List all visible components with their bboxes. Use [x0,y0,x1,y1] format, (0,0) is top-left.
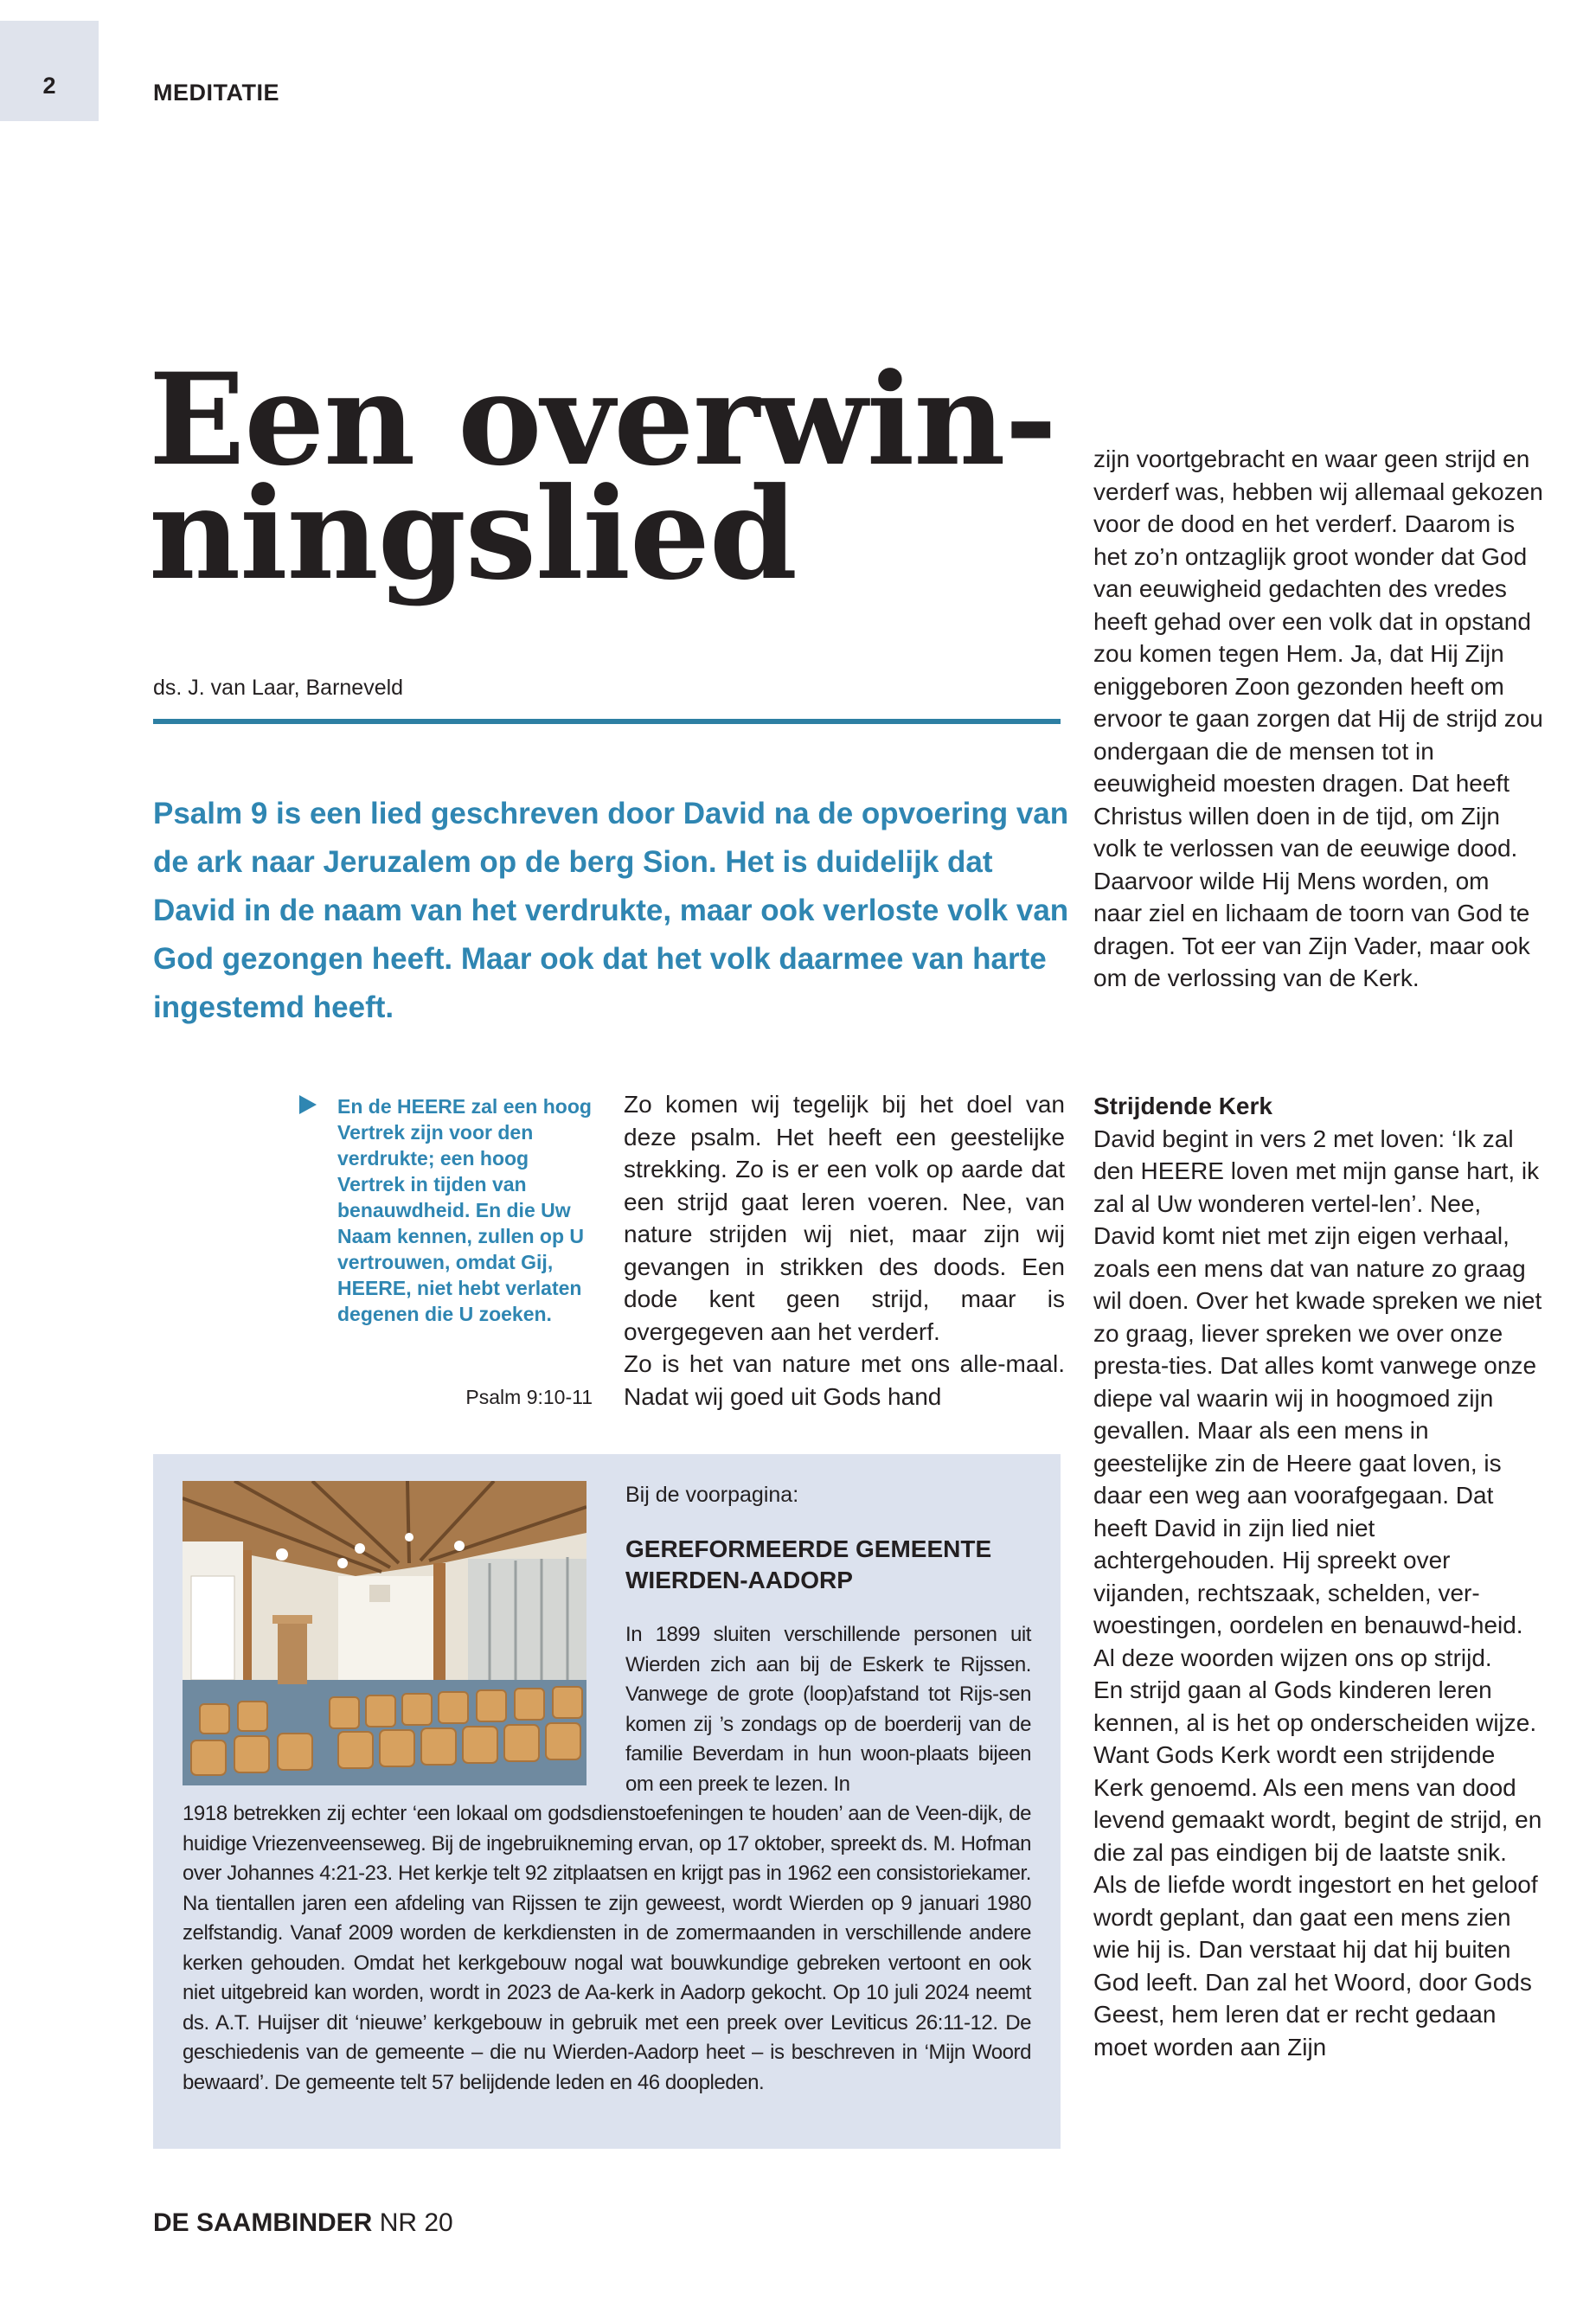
church-interior-photo [183,1481,586,1785]
body-paragraph: David begint in vers 2 met loven: ‘Ik zal den HEERE loven met mijn ganse hart, ik zal al Uw wonderen vertel-len’. Nee, David komt niet met zijn eigen verhaal, zoals een mens dat van nature zo graag wil doen. Over het kwade spreken we niet zo graag, liever spreken we over onze presta-ties. Dat alles komt vanwege onze diepe val waarin wij in hoogmoed zijn gevallen. Maar als een mens in geestelijke zin de Heere gaat loven, is daar een weg aan voorafgegaan. Dat heeft David in zijn lied niet achtergehouden. Hij spreekt over vijanden, rechtszaak, schelden, ver-woestingen, oordelen en benauwd-heid. Al deze woorden wijzen ons op strijd. [1093,1125,1542,1671]
title-divider [153,719,1061,724]
article-lead: Psalm 9 is een lied geschreven door David na de opvoering van de ark naar Jeruzalem op de berg Sion. Het is duidelijk dat David in de naam van het verdrukte, maar ook verloste volk van God gezongen heeft. Maar ook dat het volk daarmee van harte ingestemd heeft. [153,797,1069,1024]
body-column-right-bottom [1093,1090,1543,2063]
article-title-line-2: ningslied [149,460,797,608]
cover-box-text-bottom: 1918 betrekken zij echter ‘een lokaal om godsdienstoefeningen te houden’ aan de Veen-dijk, de huidige Vriezenveenseweg. Bij de ingebruikneming ervan, op 17 oktober, spreekt ds. M. Hofman over Johannes 4:21-23. Het kerkje telt 92 zitplaatsen en krijgt pas in 1962 een consistoriekamer. Na tientallen jaren een afdeling van Rijssen te zijn geweest, wordt Wierden op 9 januari 1980 zelfstandig. Vanaf 2009 worden de kerkdiensten in de zomermaanden in verschillende andere kerken gehouden. Omdat het kerkgebouw nogal wat bouwkundige gebreken vertoont en ook niet uitgebreid kan worden, wordt in 2023 de Aa-kerk in Aadorp gekocht. Op 10 juli 2024 neemt ds. A.T. Huijser dit ‘nieuwe’ kerkgebouw in gebruik met een preek over Leviticus 26:11-12. De geschiedenis van de gemeente – die nu Wierden-Aadorp heet – is beschreven in ‘Mijn Woord bewaard’. De gemeente telt 57 belijdende leden en 46 doopleden. [183,1802,1031,2094]
footer-brand: DE SAAMBINDER [153,2208,373,2237]
quote-arrow-icon [299,1095,317,1114]
body-column-right-top [1093,443,1543,995]
bible-quote-source: Psalm 9:10-11 [465,1386,593,1408]
footer [153,2208,453,2238]
article-title [149,346,1066,608]
cover-box-text-top: In 1899 sluiten verschillende personen uit Wierden zich aan bij de Eskerk te Rijssen. Vanwege de grote (loop)afstand tot Rijs-sen komen zij ’s zondags op de boerderij van de familie Beverdam in hun woon-plaats bijeen om een preek te lezen. In [625,1623,1031,1796]
section-label: MEDITATIE [153,80,279,106]
article-author: ds. J. van Laar, Barneveld [153,676,404,700]
cover-box-kicker: Bij de voorpagina: [625,1483,799,1507]
article-title-line-1: Een overwin- [149,346,1057,494]
footer-issue: NR 20 [379,2208,453,2237]
body-paragraph: Zo komen wij tegelijk bij het doel van deze psalm. Het heeft een geestelijke strekking. Zo is er een volk op aarde dat een strijd gaat leren voeren. Nee, van nature strijden wij niet, maar zijn wij gevangen in strikken des doods. Een dode kent geen strijd, maar is overgegeven aan het verderf. [624,1091,1065,1345]
body-paragraph: Zo is het van nature met ons alle-maal. Nadat wij goed uit Gods hand [624,1350,1065,1410]
cover-box-heading: GEREFORMEERDE GEMEENTE WIERDEN-AADORP [625,1535,992,1593]
body-paragraph: zijn voortgebracht en waar geen strijd en verderf was, hebben wij allemaal gekozen voor de dood en het verderf. Daarom is het zo’n ontzaglijk groot wonder dat God van eeuwigheid gedachten des vredes heeft gehad over een volk dat in opstand zou komen tegen Hem. Ja, dat Hij Zijn eniggeboren Zoon gezonden heeft om ervoor te gaan zorgen dat Hij de strijd zou ondergaan die de mensen tot in eeuwigheid moesten dragen. Dat heeft Christus willen doen in de tijd, om Zijn volk te verlossen van de eeuwige dood. Daarvoor wilde Hij Mens worden, om naar ziel en lichaam de toorn van God te dragen. Tot eer van Zijn Vader, maar ook om de verlossing van de Kerk. [1093,445,1543,991]
bible-quote: En de HEERE zal een hoog Vertrek zijn voor den verdrukte; een hoog Vertrek in tijden van benauwdheid. En die Uw Naam kennen, zullen op U vertrouwen, omdat Gij, HEERE, niet hebt verlaten degenen die U zoeken. [337,1095,592,1325]
subheading: Strijdende Kerk [1093,1093,1272,1119]
body-column-middle [624,1088,1065,1413]
page-number-tab [0,21,99,121]
body-paragraph: En strijd gaan al Gods kinderen leren kennen, al is het op onderscheiden wijze. Want Gods Kerk wordt een strijdende Kerk genoemd. Als een mens van dood levend gemaakt wordt, begint de strijd, en die zal pas eindigen bij de laatste snik. Als de liefde wordt ingestort en het geloof wordt geplant, dan gaat een mens zien wie hij is. Dan verstaat hij dat hij buiten God leeft. Dan zal het Woord, door Gods Geest, hem leren dat er recht gedaan moet worden aan Zijn [1093,1676,1542,2061]
page-number: 2 [42,73,56,99]
